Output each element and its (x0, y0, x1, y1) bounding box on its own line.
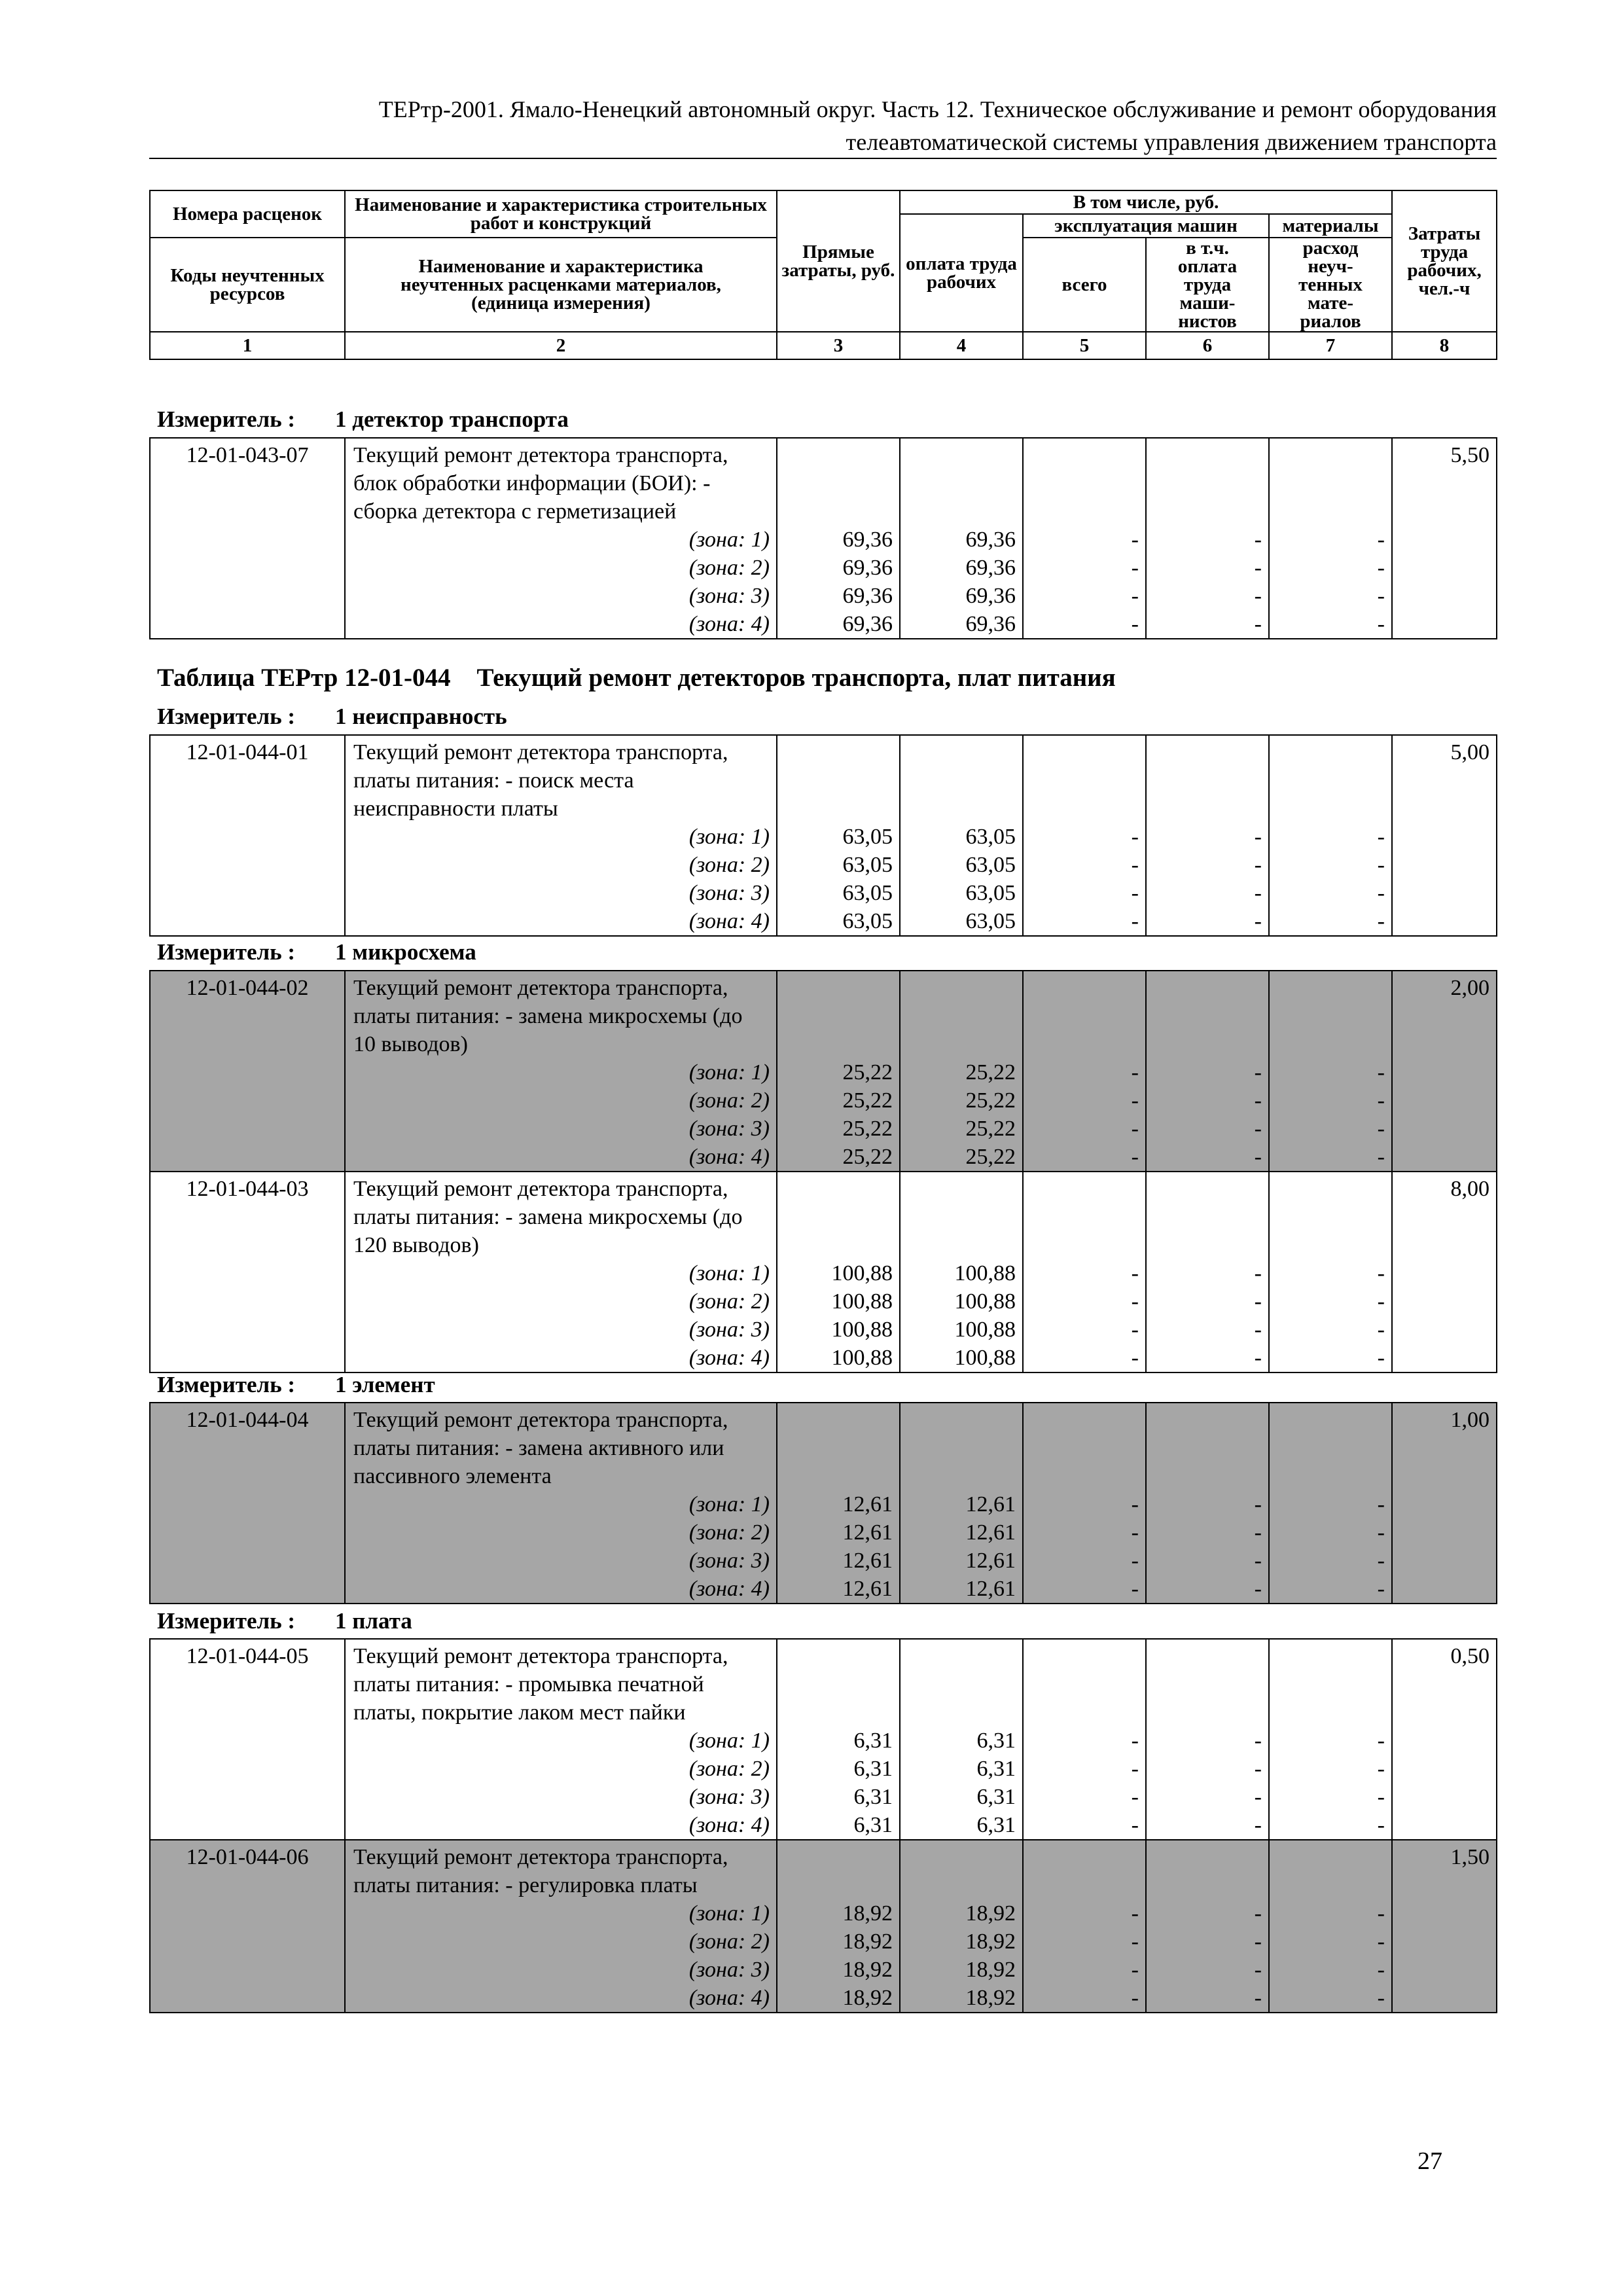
rate-code: 12-01-044-01 (150, 735, 345, 936)
dash: - (1131, 1729, 1139, 1753)
dash: - (1377, 1318, 1385, 1342)
dash: - (1254, 853, 1262, 877)
dash: - (1254, 1757, 1262, 1781)
direct-costs: 6,31 (853, 1813, 893, 1837)
measurer-unit: 1 детектор транспорта (335, 406, 569, 432)
dash: - (1377, 1785, 1385, 1809)
dash: - (1377, 1577, 1385, 1601)
direct-costs: 69,36 (842, 612, 893, 636)
worker-pay: 25,22 (965, 1088, 1016, 1113)
labor-costs: 5,00 (1392, 735, 1497, 936)
zone-label: (зона: 1) (688, 825, 770, 849)
labor-costs: 1,00 (1392, 1403, 1497, 1604)
dash: - (1131, 1346, 1139, 1370)
dash: - (1377, 853, 1385, 877)
direct-costs: 69,36 (842, 584, 893, 608)
zone-label: (зона: 3) (688, 1549, 770, 1573)
measurer-label: Измеритель : (157, 1372, 296, 1397)
dash: - (1377, 612, 1385, 636)
worker-pay: 6,31 (976, 1757, 1016, 1781)
rate-name: Текущий ремонт детектора транспорта, платы питания: - замена микросхемы (до 120 выводов) (353, 1177, 743, 1257)
direct-costs-values (777, 735, 900, 936)
worker-pay-values (900, 1639, 1023, 1840)
direct-costs: 100,88 (831, 1261, 893, 1285)
dash: - (1377, 1813, 1385, 1837)
dash: - (1377, 1492, 1385, 1516)
machines-total-values (1023, 438, 1146, 639)
dash: - (1377, 1929, 1385, 1954)
dash: - (1254, 584, 1262, 608)
worker-pay: 25,22 (965, 1060, 1016, 1085)
dash: - (1254, 528, 1262, 552)
zone-label: (зона: 3) (688, 1785, 770, 1809)
measurer-unit: 1 микросхема (335, 939, 476, 965)
zone-label: (зона: 4) (688, 612, 770, 636)
dash: - (1254, 1577, 1262, 1601)
worker-pay: 63,05 (965, 853, 1016, 877)
rate-description (345, 1403, 777, 1604)
dash: - (1377, 1289, 1385, 1314)
dash: - (1131, 1785, 1139, 1809)
worker-pay: 100,88 (954, 1289, 1016, 1314)
direct-costs: 63,05 (842, 825, 893, 849)
machinist-pay-values (1146, 438, 1269, 639)
rate-block (149, 1402, 1497, 1604)
worker-pay: 63,05 (965, 909, 1016, 933)
worker-pay: 6,31 (976, 1785, 1016, 1809)
direct-costs-values (777, 1403, 900, 1604)
dash: - (1377, 881, 1385, 905)
dash: - (1254, 1346, 1262, 1370)
worker-pay: 18,92 (965, 1986, 1016, 2010)
dash: - (1377, 825, 1385, 849)
rate-description (345, 971, 777, 1172)
rate-code: 12-01-044-02 (150, 971, 345, 1172)
machines-total-values (1023, 1172, 1146, 1372)
dash: - (1131, 1145, 1139, 1169)
worker-pay: 12,61 (965, 1520, 1016, 1545)
dash: - (1377, 528, 1385, 552)
measurer (157, 703, 507, 730)
dash: - (1254, 909, 1262, 933)
materials-values (1269, 1840, 1392, 2013)
direct-costs: 25,22 (842, 1060, 893, 1085)
zone-label: (зона: 2) (688, 1289, 770, 1314)
dash: - (1377, 1901, 1385, 1926)
running-header-line-2: телеавтоматической системы управления движением транспорта (846, 129, 1497, 155)
direct-costs: 25,22 (842, 1145, 893, 1169)
header-work-name: Наименование и характеристика строительных работ и конструкций (345, 190, 777, 238)
dash: - (1254, 1929, 1262, 1954)
dash: - (1254, 1117, 1262, 1141)
zone-label: (зона: 2) (688, 1757, 770, 1781)
rate-name: Текущий ремонт детектора транспорта, платы питания: - регулировка платы (353, 1845, 728, 1897)
direct-costs-values (777, 1840, 900, 2013)
rate-name: Текущий ремонт детектора транспорта, платы питания: - замена микросхемы (до 10 выводов) (353, 976, 743, 1056)
materials-values (1269, 438, 1392, 639)
direct-costs: 6,31 (853, 1729, 893, 1753)
zone-label: (зона: 1) (688, 1729, 770, 1753)
zone-label: (зона: 3) (688, 1318, 770, 1342)
table-name: Текущий ремонт детекторов транспорта, плат питания (476, 664, 1116, 692)
worker-pay: 12,61 (965, 1492, 1016, 1516)
machines-total-values (1023, 1639, 1146, 1840)
worker-pay: 12,61 (965, 1577, 1016, 1601)
direct-costs-values (777, 1639, 900, 1840)
zone-label: (зона: 4) (688, 909, 770, 933)
dash: - (1131, 881, 1139, 905)
dash: - (1377, 1346, 1385, 1370)
dash: - (1131, 1986, 1139, 2010)
direct-costs: 25,22 (842, 1088, 893, 1113)
dash: - (1131, 825, 1139, 849)
worker-pay-values (900, 971, 1023, 1172)
header-including: В том числе, руб. (900, 190, 1392, 214)
dash: - (1131, 556, 1139, 580)
dash: - (1254, 1261, 1262, 1285)
machines-total-values (1023, 1840, 1146, 2013)
dash: - (1377, 909, 1385, 933)
worker-pay: 69,36 (965, 584, 1016, 608)
rate-description (345, 438, 777, 639)
zone-label: (зона: 1) (688, 1261, 770, 1285)
rate-description (345, 1840, 777, 2013)
measurer-label: Измеритель : (157, 1608, 296, 1634)
materials-values (1269, 735, 1392, 936)
dash: - (1254, 556, 1262, 580)
worker-pay: 6,31 (976, 1729, 1016, 1753)
direct-costs: 12,61 (842, 1492, 893, 1516)
header-machines-total: всего (1023, 238, 1146, 332)
running-header-line-1: ТЕРтр-2001. Ямало-Ненецкий автономный округ. Часть 12. Техническое обслуживание и ремонт оборудования (378, 96, 1497, 122)
direct-costs: 100,88 (831, 1289, 893, 1314)
machines-total-values (1023, 735, 1146, 936)
labor-costs: 1,50 (1392, 1840, 1497, 2013)
page-number: 27 (1418, 2147, 1442, 2175)
direct-costs: 63,05 (842, 909, 893, 933)
rate-name: Текущий ремонт детектора транспорта, платы питания: - замена активного или пассивного элемента (353, 1408, 728, 1488)
zone-label: (зона: 2) (688, 1088, 770, 1113)
dash: - (1131, 1520, 1139, 1545)
machinist-pay-values (1146, 1403, 1269, 1604)
worker-pay: 63,05 (965, 825, 1016, 849)
zone-label: (зона: 2) (688, 1520, 770, 1545)
dash: - (1131, 1492, 1139, 1516)
measurer-label: Измеритель : (157, 704, 296, 729)
dash: - (1131, 909, 1139, 933)
worker-pay: 69,36 (965, 612, 1016, 636)
dash: - (1377, 1986, 1385, 2010)
rate-block (149, 437, 1497, 639)
dash: - (1254, 1520, 1262, 1545)
header-rate-numbers: Номера расценок (150, 190, 345, 238)
rate-description (345, 1639, 777, 1840)
header-resource-codes: Коды неучтенных ресурсов (150, 238, 345, 332)
header-rule (149, 158, 1497, 159)
machinist-pay-values (1146, 1639, 1269, 1840)
dash: - (1377, 1060, 1385, 1085)
direct-costs: 18,92 (842, 1958, 893, 1982)
dash: - (1254, 612, 1262, 636)
direct-costs: 63,05 (842, 881, 893, 905)
materials-values (1269, 1172, 1392, 1372)
dash: - (1254, 1729, 1262, 1753)
dash: - (1131, 1117, 1139, 1141)
dash: - (1377, 1958, 1385, 1982)
dash: - (1254, 1958, 1262, 1982)
header-labor-costs: Затраты труда рабочих, чел.-ч (1392, 190, 1497, 332)
direct-costs: 18,92 (842, 1901, 893, 1926)
zone-label: (зона: 4) (688, 1145, 770, 1169)
col-number: 8 (1392, 332, 1497, 359)
dash: - (1377, 556, 1385, 580)
zone-label: (зона: 3) (688, 584, 770, 608)
zone-label: (зона: 4) (688, 1986, 770, 2010)
dash: - (1254, 1785, 1262, 1809)
dash: - (1254, 1145, 1262, 1169)
dash: - (1254, 1289, 1262, 1314)
worker-pay-values (900, 1403, 1023, 1604)
dash: - (1131, 1577, 1139, 1601)
dash: - (1254, 1549, 1262, 1573)
table-title (157, 662, 1116, 694)
rate-code: 12-01-044-06 (150, 1840, 345, 2013)
rate-description (345, 735, 777, 936)
dash: - (1254, 1813, 1262, 1837)
dash: - (1254, 1901, 1262, 1926)
dash: - (1377, 1117, 1385, 1141)
rate-code: 12-01-044-05 (150, 1639, 345, 1840)
direct-costs: 6,31 (853, 1785, 893, 1809)
dash: - (1131, 584, 1139, 608)
direct-costs-values (777, 438, 900, 639)
zone-label: (зона: 2) (688, 1929, 770, 1954)
dash: - (1131, 612, 1139, 636)
zone-label: (зона: 2) (688, 853, 770, 877)
rate-description (345, 1172, 777, 1372)
zone-label: (зона: 3) (688, 1117, 770, 1141)
rate-code: 12-01-044-04 (150, 1403, 345, 1604)
worker-pay: 25,22 (965, 1145, 1016, 1169)
measurer (157, 1371, 435, 1399)
zone-label: (зона: 1) (688, 1492, 770, 1516)
measurer-unit: 1 плата (335, 1608, 412, 1634)
rate-name: Текущий ремонт детектора транспорта, платы питания: - поиск места неисправности платы (353, 740, 728, 821)
col-number: 4 (900, 332, 1023, 359)
zone-label: (зона: 1) (688, 528, 770, 552)
worker-pay: 18,92 (965, 1929, 1016, 1954)
direct-costs-values (777, 971, 900, 1172)
dash: - (1131, 1060, 1139, 1085)
worker-pay: 6,31 (976, 1813, 1016, 1837)
dash: - (1254, 1088, 1262, 1113)
worker-pay: 25,22 (965, 1117, 1016, 1141)
direct-costs: 69,36 (842, 556, 893, 580)
dash: - (1131, 1318, 1139, 1342)
measurer-unit: 1 элемент (335, 1372, 435, 1397)
direct-costs: 63,05 (842, 853, 893, 877)
col-number: 1 (150, 332, 345, 359)
table-id: Таблица ТЕРтр 12-01-044 (157, 664, 451, 692)
zone-label: (зона: 1) (688, 1901, 770, 1926)
dash: - (1131, 1958, 1139, 1982)
worker-pay: 18,92 (965, 1958, 1016, 1982)
direct-costs: 18,92 (842, 1986, 893, 2010)
dash: - (1377, 1520, 1385, 1545)
direct-costs: 100,88 (831, 1318, 893, 1342)
dash: - (1377, 1757, 1385, 1781)
dash: - (1131, 1549, 1139, 1573)
dash: - (1131, 1289, 1139, 1314)
dash: - (1377, 1145, 1385, 1169)
dash: - (1254, 1986, 1262, 2010)
worker-pay: 100,88 (954, 1346, 1016, 1370)
direct-costs: 18,92 (842, 1929, 893, 1954)
worker-pay-values (900, 1172, 1023, 1372)
measurer-label: Измеритель : (157, 939, 296, 965)
header-machine-operation: эксплуатация машин (1023, 214, 1269, 238)
rate-code: 12-01-044-03 (150, 1172, 345, 1372)
worker-pay: 100,88 (954, 1318, 1016, 1342)
direct-costs: 69,36 (842, 528, 893, 552)
labor-costs: 0,50 (1392, 1639, 1497, 1840)
dash: - (1131, 1813, 1139, 1837)
zone-label: (зона: 4) (688, 1577, 770, 1601)
header-machinist-pay: в т.ч. оплата труда маши-нистов (1146, 238, 1269, 332)
machinist-pay-values (1146, 1840, 1269, 2013)
machines-total-values (1023, 1403, 1146, 1604)
header-materials: материалы (1269, 214, 1392, 238)
rate-name: Текущий ремонт детектора транспорта, платы питания: - промывка печатной платы, покрытие лаком мест пайки (353, 1644, 728, 1725)
zone-label: (зона: 4) (688, 1346, 770, 1370)
worker-pay-values (900, 438, 1023, 639)
measurer (157, 1607, 412, 1635)
dash: - (1377, 584, 1385, 608)
worker-pay: 12,61 (965, 1549, 1016, 1573)
col-number: 2 (345, 332, 777, 359)
rate-code: 12-01-043-07 (150, 438, 345, 639)
col-number: 3 (777, 332, 900, 359)
header-direct-costs: Прямые затраты, руб. (777, 190, 900, 332)
dash: - (1131, 853, 1139, 877)
header-material-name: Наименование и характеристика неучтенных расценками материалов, (единица измерения) (345, 238, 777, 332)
materials-values (1269, 1639, 1392, 1840)
direct-costs-values (777, 1172, 900, 1372)
dash: - (1131, 1929, 1139, 1954)
worker-pay: 69,36 (965, 556, 1016, 580)
worker-pay: 100,88 (954, 1261, 1016, 1285)
direct-costs: 12,61 (842, 1577, 893, 1601)
dash: - (1254, 1492, 1262, 1516)
header-material-consumption: расход неуч-тенных мате-риалов (1269, 238, 1392, 332)
dash: - (1131, 528, 1139, 552)
dash: - (1377, 1261, 1385, 1285)
materials-values (1269, 971, 1392, 1172)
zone-label: (зона: 4) (688, 1813, 770, 1837)
machinist-pay-values (1146, 1172, 1269, 1372)
machinist-pay-values (1146, 735, 1269, 936)
machines-total-values (1023, 971, 1146, 1172)
direct-costs: 6,31 (853, 1757, 893, 1781)
dash: - (1131, 1901, 1139, 1926)
worker-pay-values (900, 1840, 1023, 2013)
dash: - (1377, 1549, 1385, 1573)
worker-pay: 63,05 (965, 881, 1016, 905)
col-number: 5 (1023, 332, 1146, 359)
zone-label: (зона: 1) (688, 1060, 770, 1085)
dash: - (1377, 1729, 1385, 1753)
rate-block (149, 734, 1497, 937)
rate-name: Текущий ремонт детектора транспорта, блок обработки информации (БОИ): - сборка детектора с герметизацией (353, 443, 728, 524)
dash: - (1254, 1318, 1262, 1342)
zone-label: (зона: 3) (688, 1958, 770, 1982)
measurer (157, 406, 569, 433)
worker-pay-values (900, 735, 1023, 936)
labor-costs: 2,00 (1392, 971, 1497, 1172)
measurer (157, 939, 476, 966)
zone-label: (зона: 2) (688, 556, 770, 580)
rate-block (149, 970, 1497, 1373)
worker-pay: 69,36 (965, 528, 1016, 552)
worker-pay: 18,92 (965, 1901, 1016, 1926)
materials-values (1269, 1403, 1392, 1604)
dash: - (1131, 1088, 1139, 1113)
labor-costs: 5,50 (1392, 438, 1497, 639)
header-worker-pay: оплата труда рабочих (900, 214, 1023, 332)
direct-costs: 100,88 (831, 1346, 893, 1370)
labor-costs: 8,00 (1392, 1172, 1497, 1372)
col-number: 6 (1146, 332, 1269, 359)
measurer-label: Измеритель : (157, 406, 296, 432)
measurer-unit: 1 неисправность (335, 704, 507, 729)
machinist-pay-values (1146, 971, 1269, 1172)
dash: - (1131, 1757, 1139, 1781)
dash: - (1254, 825, 1262, 849)
dash: - (1254, 1060, 1262, 1085)
col-number: 7 (1269, 332, 1392, 359)
direct-costs: 12,61 (842, 1549, 893, 1573)
direct-costs: 12,61 (842, 1520, 893, 1545)
dash: - (1377, 1088, 1385, 1113)
column-header-table (149, 190, 1497, 360)
rate-block (149, 1638, 1497, 2013)
dash: - (1131, 1261, 1139, 1285)
direct-costs: 25,22 (842, 1117, 893, 1141)
dash: - (1254, 881, 1262, 905)
zone-label: (зона: 3) (688, 881, 770, 905)
